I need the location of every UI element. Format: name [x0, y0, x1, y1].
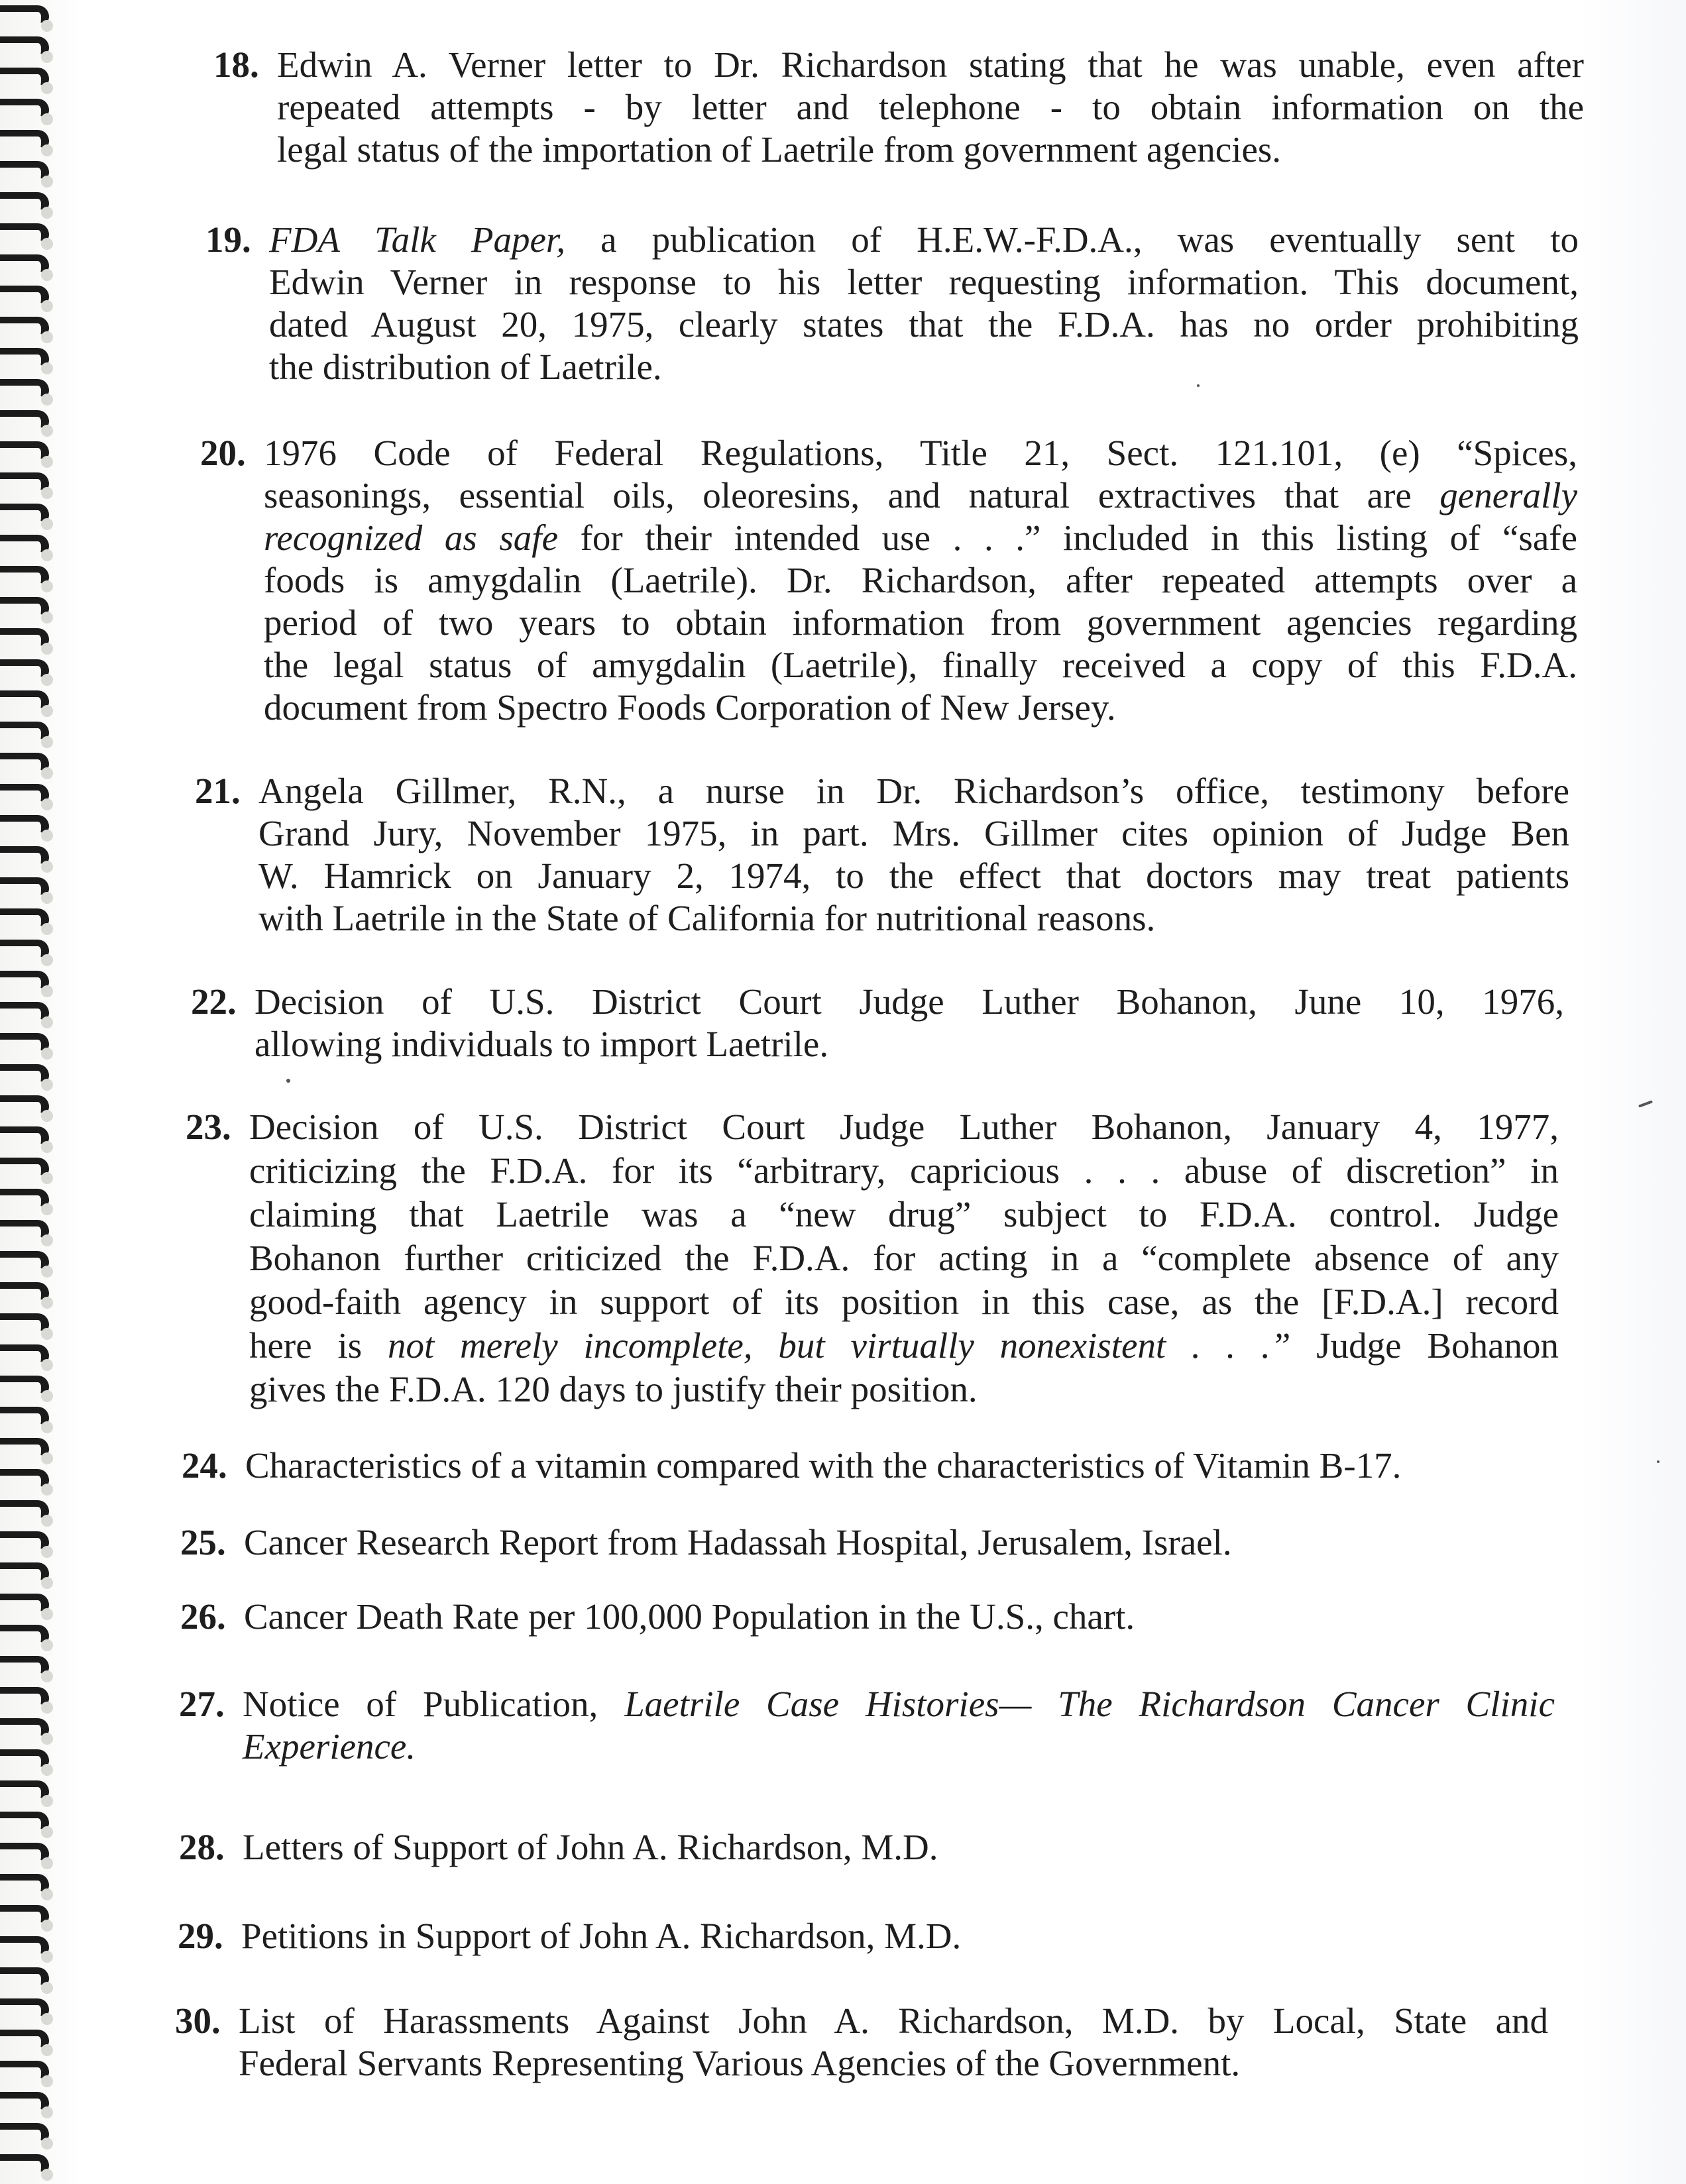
- binding-hole: [41, 1670, 53, 1682]
- item-text-line: [258, 812, 1569, 855]
- list-item: [191, 981, 1564, 1065]
- list-item: [180, 1596, 1344, 1638]
- list-item: [205, 219, 1579, 388]
- list-item: [186, 1105, 1559, 1411]
- item-text-line: [249, 1280, 1559, 1324]
- binding-hole: [41, 144, 53, 156]
- binding-hole: [41, 830, 53, 842]
- binding-hole: [41, 518, 53, 530]
- item-text-line: [264, 432, 1577, 474]
- binding-hole: [41, 674, 53, 686]
- text-segment: claiming that Laetrile was a “new drug” subject to F.D.A. control. Judge: [249, 1194, 1559, 1234]
- item-number: 23.: [186, 1107, 231, 1147]
- binding-hole: [41, 1234, 53, 1246]
- list-item: [179, 1826, 1104, 1869]
- item-text-line: [239, 2042, 1548, 2085]
- binding-hole: [41, 1951, 53, 1963]
- binding-hole: [41, 736, 53, 748]
- italic-text: recognized as safe: [264, 518, 558, 558]
- text-segment: Bohanon further criticized the F.D.A. for acting in a “complete absence of any: [249, 1238, 1559, 1278]
- binding-hole: [41, 1484, 53, 1496]
- scan-speck: [286, 1079, 290, 1083]
- binding-hole: [41, 394, 53, 406]
- item-text-line: [241, 1915, 1136, 1957]
- item-text-line: [249, 1368, 1559, 1411]
- item-text-line: [269, 219, 1579, 261]
- binding-hole: [41, 1577, 53, 1589]
- item-text-line: [249, 1193, 1559, 1236]
- binding-hole: [41, 207, 53, 219]
- item-text-line: [249, 1105, 1559, 1149]
- text-segment: Judge Bohanon: [1290, 1325, 1559, 1366]
- text-segment: W. Hamrick on January 2, 1974, to the effect that doctors may treat patients: [258, 855, 1569, 896]
- binding-hole: [41, 1266, 53, 1278]
- binding-hole: [41, 1795, 53, 1807]
- binding-hole: [41, 798, 53, 810]
- binding-hole: [41, 1141, 53, 1153]
- binding-hole: [41, 51, 53, 63]
- text-segment: Letters of Support of John A. Richardson, M.D.: [243, 1827, 938, 1867]
- list-item: [213, 44, 1584, 171]
- binding-hole: [41, 1764, 53, 1776]
- scan-speck: [1638, 1100, 1653, 1107]
- item-text-line: [264, 474, 1577, 517]
- binding-hole: [41, 2075, 53, 2087]
- binding-hole: [41, 2013, 53, 2025]
- item-number: 19.: [205, 219, 251, 260]
- binding-hole: [41, 238, 53, 250]
- item-text-line: [264, 517, 1577, 559]
- text-segment: Decision of U.S. District Court Judge Luther Bohanon, January 4, 1977,: [249, 1107, 1559, 1147]
- text-segment: Edwin Verner in response to his letter requesting information. This document,: [269, 262, 1579, 302]
- text-segment: Characteristics of a vitamin compared with the characteristics of Vitamin B-17.: [245, 1445, 1402, 1486]
- item-number: 27.: [179, 1684, 225, 1724]
- scan-speck: [1657, 1460, 1659, 1463]
- spiral-binding: [0, 0, 60, 2184]
- text-segment: period of two years to obtain information from government agencies regarding: [264, 602, 1577, 643]
- item-number: 30.: [175, 2000, 221, 2041]
- binding-hole: [41, 923, 53, 935]
- text-segment: document from Spectro Foods Corporation of New Jersey.: [264, 687, 1116, 728]
- item-text-line: [239, 2000, 1548, 2042]
- item-text-line: [269, 303, 1579, 346]
- text-segment: Cancer Death Rate per 100,000 Population in the U.S., chart.: [244, 1596, 1135, 1637]
- list-item: [195, 770, 1569, 940]
- list-item: [179, 1683, 1555, 1768]
- binding-hole: [41, 1172, 53, 1184]
- item-text-line: [264, 602, 1577, 644]
- binding-hole: [41, 549, 53, 561]
- item-text-line: [254, 1023, 1564, 1065]
- list-item: [180, 1521, 1437, 1564]
- binding-hole: [41, 2138, 53, 2150]
- text-segment: Edwin A. Verner letter to Dr. Richardson stating that he was unable, even after: [277, 44, 1584, 85]
- binding-hole: [41, 1359, 53, 1371]
- item-text-line: [264, 644, 1577, 686]
- item-number: 22.: [191, 981, 237, 1022]
- item-text-line: [269, 346, 1579, 388]
- binding-hole: [41, 892, 53, 904]
- binding-hole: [41, 20, 53, 32]
- item-number: 24.: [182, 1445, 227, 1486]
- scan-speck: [1197, 384, 1200, 387]
- item-text-line: [277, 86, 1584, 129]
- item-number: 18.: [213, 44, 259, 85]
- binding-hole: [41, 1328, 53, 1340]
- item-text-line: [264, 686, 1577, 729]
- text-segment: dated August 20, 1975, clearly states that the F.D.A. has no order prohibiting: [269, 304, 1579, 345]
- text-segment: Petitions in Support of John A. Richardson, M.D.: [241, 1916, 962, 1956]
- binding-hole: [41, 1857, 53, 1869]
- item-text-line: [249, 1236, 1559, 1280]
- binding-hole: [41, 612, 53, 624]
- text-segment: Cancer Research Report from Hadassah Hospital, Jerusalem, Israel.: [244, 1522, 1232, 1562]
- binding-hole: [41, 1421, 53, 1433]
- text-segment: Grand Jury, November 1975, in part. Mrs. Gillmer cites opinion of Judge Ben: [258, 813, 1569, 853]
- item-text-line: [243, 1683, 1555, 1725]
- text-segment: with Laetrile in the State of California for nutritional reasons.: [258, 898, 1156, 938]
- binding-hole: [41, 1390, 53, 1402]
- text-segment: foods is amygdalin (Laetrile). Dr. Richardson, after repeated attempts over a: [264, 560, 1577, 600]
- text-segment: Angela Gillmer, R.N., a nurse in Dr. Richardson’s office, testimony before: [258, 771, 1569, 811]
- text-segment: for their intended use . . .” included in this listing of “safe: [557, 518, 1577, 558]
- item-text-line: [244, 1596, 1344, 1638]
- italic-text: Experience.: [243, 1726, 416, 1767]
- binding-hole: [41, 1639, 53, 1651]
- binding-hole: [41, 1546, 53, 1558]
- item-number: 29.: [178, 1916, 223, 1956]
- item-number: 28.: [179, 1827, 225, 1867]
- item-number: 25.: [180, 1522, 226, 1562]
- item-text-line: [249, 1324, 1559, 1368]
- text-segment: allowing individuals to import Laetrile.: [254, 1024, 829, 1064]
- item-text-line: [277, 44, 1584, 86]
- binding-hole: [41, 113, 53, 125]
- italic-text: Laetrile Case Histories— The Richardson Cancer Clinic: [624, 1684, 1555, 1724]
- binding-hole: [41, 2169, 53, 2181]
- binding-hole: [41, 861, 53, 873]
- item-text-line: [243, 1826, 1104, 1869]
- text-segment: 1976 Code of Federal Regulations, Title 21, Sect. 121.101, (e) “Spices,: [264, 433, 1577, 473]
- text-segment: Federal Servants Representing Various Agencies of the Government.: [239, 2043, 1241, 2083]
- binding-hole: [41, 362, 53, 374]
- text-segment: Notice of Publication,: [243, 1684, 625, 1724]
- text-segment: repeated attempts - by letter and telephone - to obtain information on the: [277, 87, 1584, 127]
- binding-hole: [41, 767, 53, 779]
- binding-hole: [41, 1982, 53, 1994]
- binding-hole: [41, 269, 53, 281]
- item-number: 26.: [180, 1596, 226, 1637]
- binding-hole: [41, 425, 53, 437]
- binding-hole: [41, 1297, 53, 1309]
- binding-hole: [41, 487, 53, 499]
- binding-hole: [41, 1452, 53, 1464]
- binding-hole: [41, 1048, 53, 1060]
- binding-hole: [41, 1920, 53, 1932]
- italic-text: not merely incomplete, but virtually nonexistent . . .”: [387, 1325, 1291, 1366]
- binding-hole: [41, 705, 53, 717]
- item-text-line: [249, 1149, 1559, 1193]
- binding-hole: [41, 2044, 53, 2056]
- binding-hole: [41, 1203, 53, 1215]
- binding-hole: [41, 643, 53, 655]
- binding-hole: [41, 1608, 53, 1620]
- text-segment: the legal status of amygdalin (Laetrile), finally received a copy of this F.D.A.: [264, 645, 1577, 685]
- item-number: 21.: [195, 771, 241, 811]
- item-text-line: [258, 897, 1569, 940]
- item-text-line: [244, 1521, 1437, 1564]
- text-segment: the distribution of Laetrile.: [269, 347, 662, 387]
- italic-text: FDA Talk Paper,: [269, 219, 565, 260]
- binding-hole: [41, 300, 53, 312]
- binding-hole: [41, 1110, 53, 1122]
- text-segment: criticizing the F.D.A. for its “arbitrary, capricious . . . abuse of discretion” in: [249, 1150, 1559, 1191]
- text-segment: gives the F.D.A. 120 days to justify their position.: [249, 1369, 978, 1409]
- item-number: 20.: [200, 433, 246, 473]
- list-item: [175, 2000, 1548, 2085]
- item-text-line: [243, 1725, 1555, 1768]
- binding-hole: [41, 176, 53, 188]
- text-segment: good-faith agency in support of its position in this case, as the [F.D.A.] record: [249, 1282, 1559, 1322]
- item-text-line: [258, 855, 1569, 897]
- binding-hole: [41, 1515, 53, 1527]
- item-text-line: [254, 981, 1564, 1023]
- italic-text: generally: [1439, 475, 1577, 516]
- binding-hole: [41, 1888, 53, 1900]
- text-segment: List of Harassments Against John A. Richardson, M.D. by Local, State and: [239, 2000, 1548, 2041]
- item-text-line: [245, 1445, 1552, 1487]
- binding-hole: [41, 1826, 53, 1838]
- item-text-line: [269, 261, 1579, 303]
- binding-hole: [41, 82, 53, 94]
- list-item: [182, 1445, 1552, 1487]
- binding-hole: [41, 985, 53, 997]
- item-text-line: [264, 559, 1577, 602]
- binding-hole: [41, 1079, 53, 1091]
- list-item: [178, 1915, 1136, 1957]
- binding-hole: [41, 954, 53, 966]
- item-text-line: [277, 129, 1584, 171]
- binding-hole: [41, 1016, 53, 1028]
- binding-hole: [41, 580, 53, 592]
- binding-hole: [41, 1702, 53, 1714]
- binding-hole: [41, 331, 53, 343]
- binding-hole: [41, 2106, 53, 2118]
- text-segment: here is: [249, 1325, 388, 1366]
- text-segment: Decision of U.S. District Court Judge Luther Bohanon, June 10, 1976,: [254, 981, 1564, 1022]
- binding-hole: [41, 1733, 53, 1745]
- binding-hole: [41, 456, 53, 468]
- text-segment: legal status of the importation of Laetrile from government agencies.: [277, 129, 1282, 170]
- text-segment: a publication of H.E.W.-F.D.A., was eventually sent to: [565, 219, 1579, 260]
- text-segment: seasonings, essential oils, oleoresins, and natural extractives that are: [264, 475, 1440, 516]
- list-item: [200, 432, 1577, 729]
- item-text-line: [258, 770, 1569, 812]
